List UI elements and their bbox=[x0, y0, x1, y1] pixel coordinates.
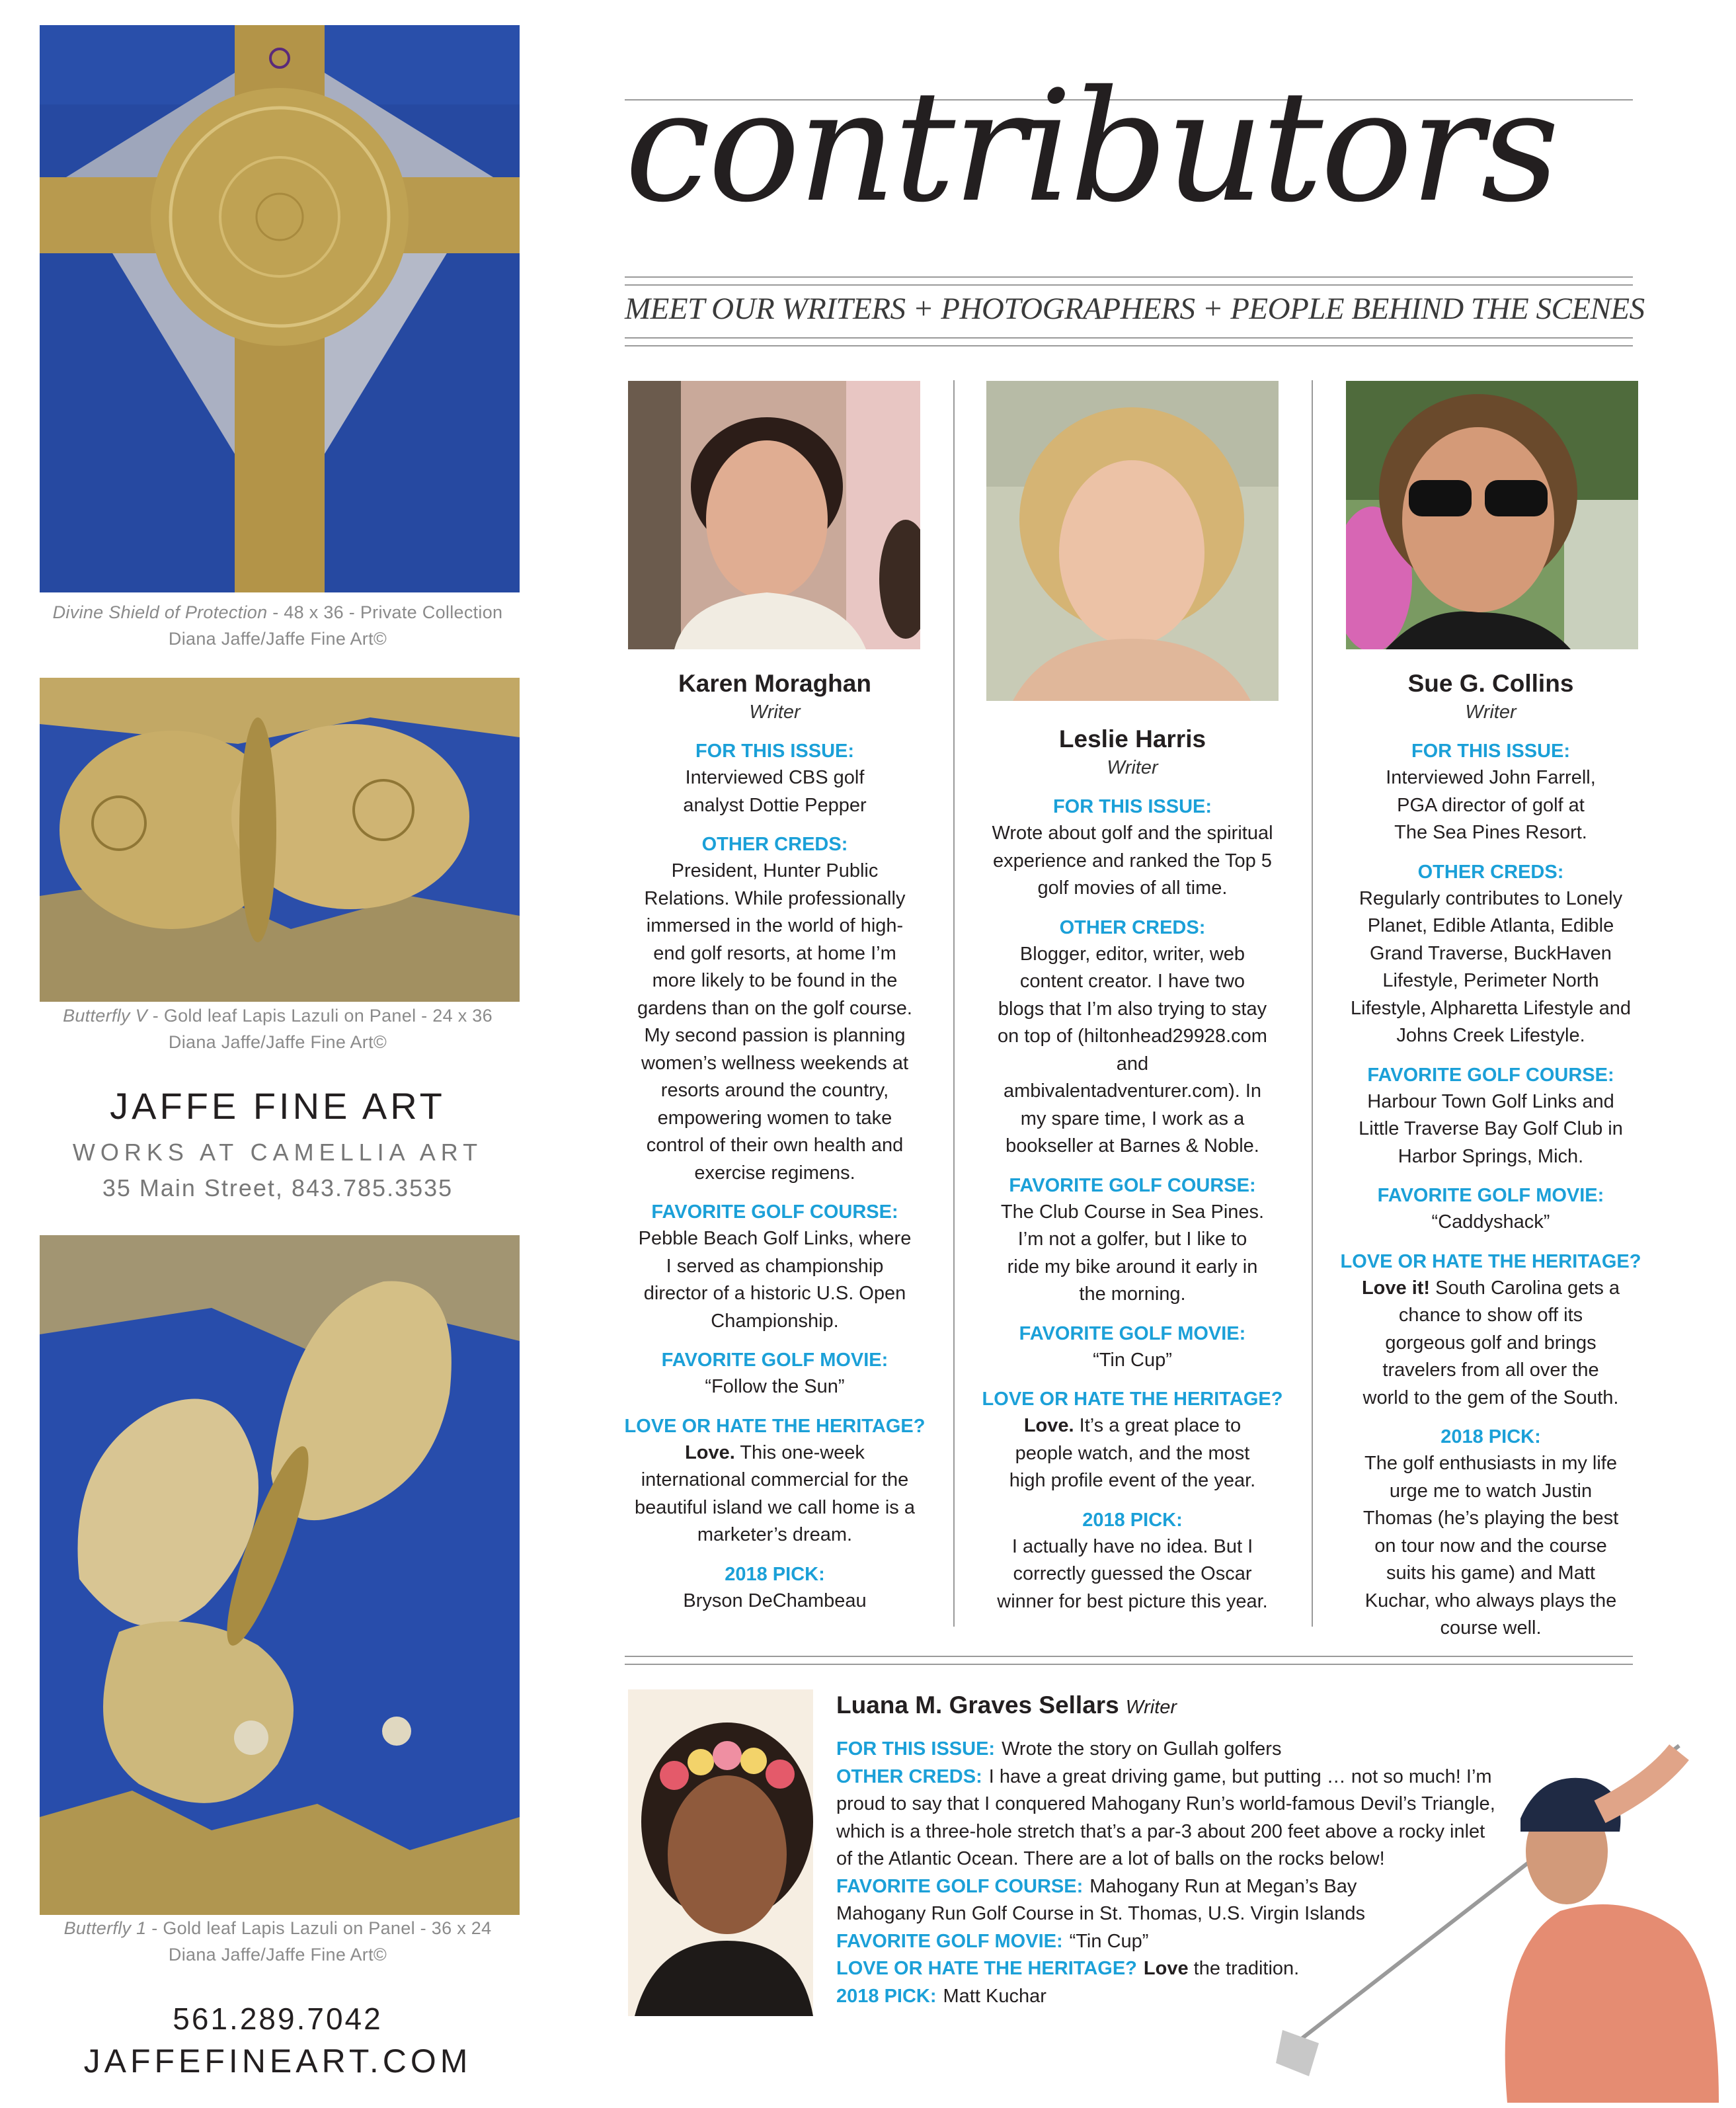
course-text: The Club Course in Sea Pines. I’m not a golfer, but I like to ride my bike around it early in the morning. bbox=[1000, 1201, 1265, 1305]
contributor-role: Writer bbox=[1107, 757, 1158, 778]
art-details-1: - 48 x 36 - Private Collection bbox=[267, 602, 503, 622]
art-caption-2 bbox=[40, 1002, 516, 1055]
issue-label: FOR THIS ISSUE: bbox=[695, 741, 855, 762]
featured-name bbox=[836, 1691, 1177, 1719]
pick-text: Bryson DeChambeau bbox=[683, 1590, 867, 1611]
art-credit-1: Diana Jaffe/Jaffe Fine Art© bbox=[168, 629, 387, 649]
pick-label: 2018 PICK: bbox=[1082, 1509, 1183, 1531]
art-credit-3: Diana Jaffe/Jaffe Fine Art© bbox=[168, 1945, 387, 1965]
artwork-butterfly-1 bbox=[40, 1235, 520, 1915]
artwork-butterfly-v bbox=[40, 678, 520, 1002]
heritage-verdict: Love it! bbox=[1361, 1277, 1431, 1299]
column-divider-1 bbox=[953, 380, 955, 1627]
contributor-leslie bbox=[980, 723, 1284, 1615]
pick-label: 2018 PICK: bbox=[725, 1563, 825, 1585]
featured-top-rule-1 bbox=[625, 1656, 1633, 1657]
featured-course: Mahogany Run at Megan’s Bay Mahogany Run Golf Course in St. Thomas, U.S. Virgin Islands bbox=[836, 1875, 1366, 1924]
heritage-verdict: Love. bbox=[1023, 1415, 1074, 1436]
header-mid-rule-1 bbox=[625, 276, 1633, 278]
art-title-2: Butterfly V bbox=[63, 1006, 147, 1026]
contributor-role: Writer bbox=[1465, 702, 1517, 723]
movie-label: FAVORITE GOLF MOVIE: bbox=[661, 1350, 888, 1371]
creds-text: Blogger, editor, writer, web content creator. I have two blogs that I’m also trying to stay on top of (hiltonhead29928.com and ambivalentadventurer.com). In my spare time, I work as a bookseller at Barnes & Noble. bbox=[998, 943, 1267, 1156]
contributor-karen bbox=[623, 668, 927, 1615]
issue-label: FOR THIS ISSUE: bbox=[1052, 796, 1212, 817]
featured-role: Writer bbox=[1125, 1697, 1177, 1718]
course-text: Pebble Beach Golf Links, where I served as championship director of a historic U.S. Open Championship. bbox=[638, 1228, 912, 1332]
header-bottom-rule-2 bbox=[625, 345, 1633, 346]
featured-top-rule-2 bbox=[625, 1664, 1633, 1665]
artwork-divine-shield bbox=[40, 25, 520, 592]
art-caption-1 bbox=[40, 599, 516, 652]
heritage-label: LOVE OR HATE THE HERITAGE? bbox=[624, 1415, 926, 1437]
art-details-2: - Gold leaf Lapis Lazuli on Panel - 24 x 36 bbox=[147, 1006, 493, 1026]
pick-label: 2018 PICK: bbox=[1440, 1426, 1541, 1447]
featured-pick: Matt Kuchar bbox=[943, 1985, 1046, 2007]
heritage-comment: This one-week international commercial for the beautiful island we call home is a marketer’s dream. bbox=[635, 1441, 915, 1545]
featured-creds: I have a great driving game, but putting … not so much! I’m proud to say that I conquered Mahogany Run’s world-famous Devil’s Triangle, which is a three-hole stretch that’s a par-3 about 200 feet above a rocky inlet of the Atlantic Ocean. There are a lot of balls on the rocks below! bbox=[836, 1765, 1495, 1869]
contributor-role: Writer bbox=[749, 702, 801, 723]
header-mid-rule-2 bbox=[625, 284, 1633, 286]
art-caption-3 bbox=[40, 1915, 516, 1968]
creds-label: OTHER CREDS: bbox=[701, 834, 848, 855]
contributor-name: Leslie Harris bbox=[1058, 725, 1206, 752]
course-label: FAVORITE GOLF COURSE: bbox=[1367, 1064, 1614, 1086]
featured-creds-label: OTHER CREDS: bbox=[836, 1765, 982, 1787]
contributor-photo-karen bbox=[628, 381, 920, 649]
ad-website-link[interactable]: JAFFEFINEART.COM bbox=[83, 2043, 472, 2080]
art-title-3: Butterfly 1 bbox=[63, 1918, 147, 1938]
contributor-photo-leslie bbox=[986, 381, 1279, 701]
ad-address: 35 Main Street, 843.785.3535 bbox=[102, 1174, 454, 1201]
heritage-label: LOVE OR HATE THE HERITAGE? bbox=[1340, 1250, 1641, 1272]
art-credit-2: Diana Jaffe/Jaffe Fine Art© bbox=[168, 1032, 387, 1052]
creds-label: OTHER CREDS: bbox=[1417, 861, 1564, 883]
featured-name-text: Luana M. Graves Sellars bbox=[836, 1691, 1119, 1719]
heritage-text bbox=[1339, 1275, 1643, 1412]
featured-heritage-verdict: Love bbox=[1143, 1958, 1189, 1979]
creds-label: OTHER CREDS: bbox=[1059, 916, 1206, 938]
issue-text: Interviewed CBS golf analyst Dottie Pepper bbox=[683, 767, 867, 816]
heritage-comment: It’s a great place to people watch, and the most high profile event of the year. bbox=[1009, 1415, 1256, 1491]
art-title-1: Divine Shield of Protection bbox=[52, 602, 268, 622]
ad-brand: JAFFE FINE ART bbox=[110, 1085, 446, 1127]
ad-phone[interactable]: 561.289.7042 bbox=[173, 2002, 383, 2036]
art-details-3: - Gold leaf Lapis Lazuli on Panel - 36 x 24 bbox=[146, 1918, 492, 1938]
contributor-name: Sue G. Collins bbox=[1407, 670, 1574, 697]
featured-movie: “Tin Cup” bbox=[1069, 1930, 1149, 1952]
course-label: FAVORITE GOLF COURSE: bbox=[651, 1201, 898, 1223]
movie-text: “Caddyshack” bbox=[1431, 1211, 1550, 1233]
contributor-photo-luana bbox=[628, 1689, 813, 2016]
creds-text: Regularly contributes to Lonely Planet, Edible Atlanta, Edible Grand Traverse, BuckHaven Lifestyle, Perimeter North Lifestyle, Alpharetta Lifestyle and Johns Creek Lifestyle. bbox=[1351, 887, 1631, 1046]
heritage-text bbox=[980, 1412, 1284, 1495]
featured-course-label: FAVORITE GOLF COURSE: bbox=[836, 1875, 1084, 1897]
featured-issue-label: FOR THIS ISSUE: bbox=[836, 1738, 996, 1760]
column-divider-2 bbox=[1312, 380, 1313, 1627]
featured-heritage-label: LOVE OR HATE THE HERITAGE? bbox=[836, 1958, 1137, 1979]
featured-heritage: the tradition. bbox=[1188, 1958, 1300, 1979]
golfer-photo bbox=[1256, 1732, 1719, 2103]
movie-text: “Tin Cup” bbox=[1093, 1349, 1172, 1371]
featured-issue: Wrote the story on Gullah golfers bbox=[1002, 1738, 1282, 1760]
contributor-photo-sue bbox=[1346, 381, 1638, 649]
pick-text: I actually have no idea. But I correctly guessed the Oscar winner for best picture this year. bbox=[997, 1535, 1268, 1612]
issue-text: Interviewed John Farrell, PGA director of golf at The Sea Pines Resort. bbox=[1386, 767, 1596, 843]
movie-text: “Follow the Sun” bbox=[705, 1376, 845, 1397]
contributor-sue bbox=[1339, 668, 1643, 1642]
featured-movie-label: FAVORITE GOLF MOVIE: bbox=[836, 1930, 1063, 1952]
header-bottom-rule-1 bbox=[625, 337, 1633, 339]
creds-text: President, Hunter Public Relations. While professionally immersed in the world of high-end golf resorts, at home I’m more likely to be found in the gardens than on the golf course. My second passion is planning women’s wellness weekends at resorts around the country, empowering women to take control of their own health and exercise regimens. bbox=[637, 860, 912, 1184]
course-label: FAVORITE GOLF COURSE: bbox=[1009, 1174, 1256, 1196]
issue-text: Wrote about golf and the spiritual experience and ranked the Top 5 golf movies of all time. bbox=[992, 823, 1273, 899]
heritage-text bbox=[623, 1439, 927, 1549]
movie-label: FAVORITE GOLF MOVIE: bbox=[1377, 1185, 1604, 1206]
heritage-verdict: Love. bbox=[685, 1441, 735, 1463]
heritage-comment: South Carolina gets a chance to show off its gorgeous golf and brings travelers from all over the world to the gem of the South. bbox=[1362, 1277, 1620, 1408]
page-subtitle: MEET OUR WRITERS + PHOTOGRAPHERS + PEOPLE BEHIND THE SCENES bbox=[625, 292, 1645, 326]
issue-label: FOR THIS ISSUE: bbox=[1411, 741, 1571, 762]
contributor-name: Karen Moraghan bbox=[678, 670, 871, 697]
page-title: contributors bbox=[625, 58, 1558, 236]
course-text: Harbour Town Golf Links and Little Traverse Bay Golf Club in Harbor Springs, Mich. bbox=[1359, 1090, 1623, 1167]
pick-text: The golf enthusiasts in my life urge me to watch Justin Thomas (he’s playing the best on tour now and the course suits his game) and Matt Kuchar, who always plays the course well. bbox=[1362, 1453, 1619, 1639]
ad-works: WORKS AT CAMELLIA ART bbox=[72, 1139, 483, 1166]
movie-label: FAVORITE GOLF MOVIE: bbox=[1019, 1322, 1246, 1344]
heritage-label: LOVE OR HATE THE HERITAGE? bbox=[982, 1389, 1283, 1410]
featured-pick-label: 2018 PICK: bbox=[836, 1985, 937, 2007]
